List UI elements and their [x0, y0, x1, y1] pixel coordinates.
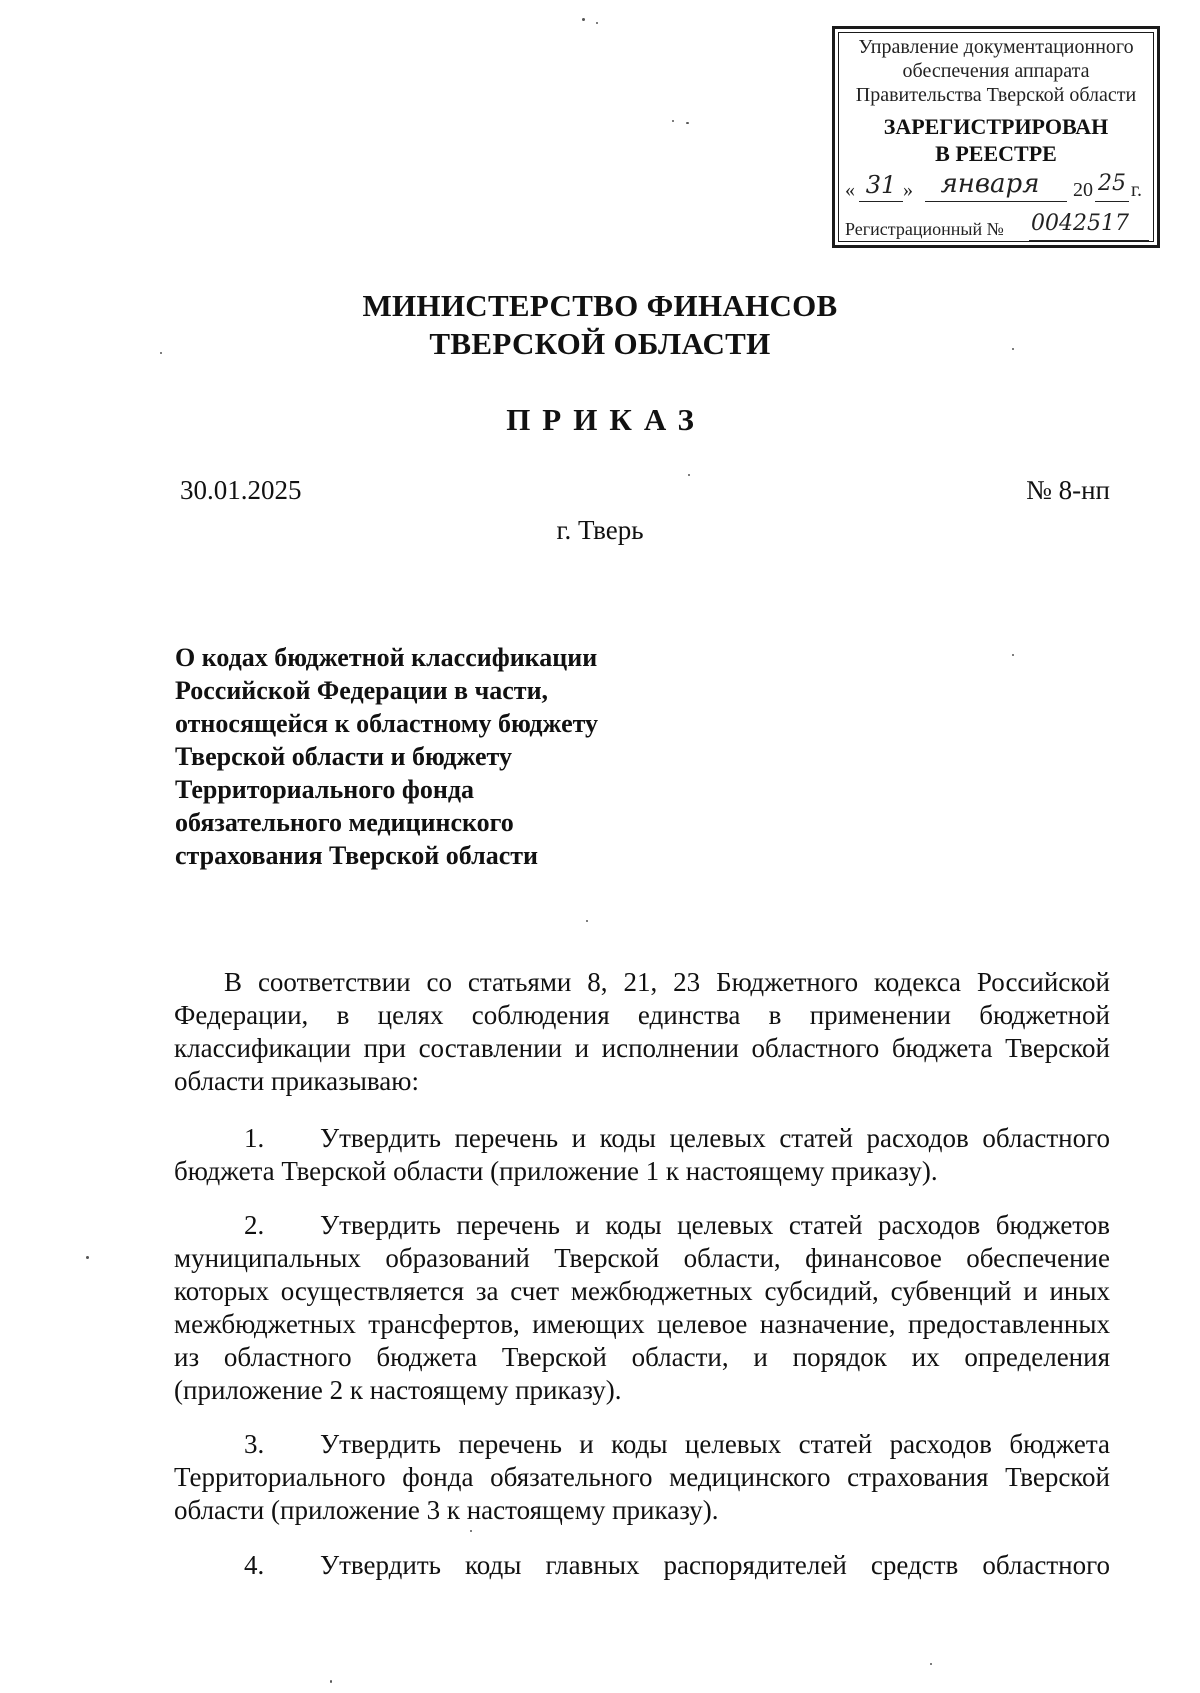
stamp-day-handwritten: 31 [865, 171, 897, 199]
scan-speck [582, 18, 585, 21]
document-number: № 8-нп [1026, 475, 1110, 505]
document-date: 30.01.2025 [180, 475, 302, 505]
order-item-number: 3. [244, 1429, 265, 1459]
scan-speck [596, 22, 598, 24]
scan-speck [688, 474, 690, 476]
stamp-reg-number-handwritten: 0042517 [1031, 211, 1129, 236]
order-item-4 [174, 1549, 1110, 1582]
order-item-text: Утвердить перечень и коды целевых статей расходов бюджета Территориального фонда обязательного медицинского страхования Тверской области (приложение 3 к настоящему приказу). [174, 1429, 1110, 1525]
scan-speck [86, 1256, 89, 1259]
subject-line: Территориального фонда [175, 775, 474, 804]
order-item-3 [174, 1428, 1110, 1527]
scan-speck [1012, 654, 1014, 656]
ministry-line2: ТВЕРСКОЙ ОБЛАСТИ [429, 326, 771, 361]
subject-line: Тверской области и бюджету [175, 742, 512, 771]
order-item-paragraph [174, 1122, 1110, 1188]
order-item-text: Утвердить перечень и коды целевых статей расходов бюджетов муниципальных образований Тверской области, финансовое обеспечение которых осуществляется за счет межбюджетных субсидий, субвенций и иных межбюджетных трансфертов, имеющих целевое назначение, предоставленных из областного бюджета Тверской области, и порядок их определения (приложение 2 к настоящему приказу). [174, 1210, 1110, 1405]
order-item-number: 1. [244, 1123, 265, 1153]
document-type-heading: ПРИКАЗ [506, 402, 706, 437]
stamp-year-unit: г. [1131, 179, 1142, 201]
order-item-text: Утвердить коды главных распорядителей средств областного [320, 1550, 1110, 1580]
registration-stamp [832, 26, 1160, 248]
scan-speck [1012, 348, 1014, 350]
ministry-heading [0, 287, 1200, 363]
subject-line: обязательного медицинского [175, 808, 514, 837]
stamp-reg-number-label: Регистрационный № [845, 219, 1004, 239]
order-item-paragraph [174, 1549, 1110, 1582]
subject-line: относящейся к областному бюджету [175, 709, 599, 738]
body-intro-paragraph [174, 966, 1110, 1098]
stamp-quote-close: » [903, 179, 913, 201]
stamp-quote-open: « [845, 179, 855, 201]
document-subject [175, 641, 695, 872]
stamp-org-line1: Управление документационного [858, 36, 1134, 58]
order-item-1 [174, 1122, 1110, 1188]
order-item-paragraph [174, 1428, 1110, 1527]
scan-speck [330, 1680, 332, 1683]
subject-line: страхования Тверской области [175, 841, 538, 870]
scan-speck [586, 920, 588, 922]
subject-line: О кодах бюджетной классификации [175, 643, 598, 672]
scan-speck [672, 120, 674, 122]
scan-speck [686, 122, 689, 124]
stamp-day-underline [859, 201, 903, 202]
stamp-registration-number [845, 213, 1151, 241]
scan-speck [160, 352, 162, 354]
stamp-date [845, 169, 1151, 203]
ministry-line1: МИНИСТЕРСТВО ФИНАНСОВ [362, 288, 838, 323]
order-item-text: Утвердить перечень и коды целевых статей расходов областного бюджета Тверской области (приложение 1 к настоящему приказу). [174, 1123, 1110, 1186]
scan-speck [930, 1663, 932, 1665]
order-item-number: 2. [244, 1210, 265, 1240]
stamp-org-line2: обеспечения аппарата [902, 60, 1090, 82]
stamp-year-prefix: 20 [1073, 179, 1093, 201]
document-city: г. Тверь [556, 515, 644, 545]
order-item-number: 4. [244, 1550, 265, 1580]
scan-speck [470, 1530, 472, 1532]
stamp-reg-number-underline [1029, 240, 1149, 241]
stamp-month-underline [925, 201, 1067, 202]
stamp-registered-line1: ЗАРЕГИСТРИРОВАН [883, 114, 1109, 139]
intro-text: В соответствии со статьями 8, 21, 23 Бюджетного кодекса Российской Федерации, в целях соблюдения единства в применении бюджетной классификации при составлении и исполнении областного бюджета Тверской области приказываю: [174, 967, 1110, 1096]
order-item-2 [174, 1209, 1110, 1407]
stamp-year-handwritten: 25 [1098, 171, 1126, 196]
stamp-registered-line2: В РЕЕСТРЕ [935, 141, 1057, 166]
subject-line: Российской Федерации в части, [175, 676, 549, 705]
order-item-paragraph [174, 1209, 1110, 1407]
stamp-org-line3: Правительства Тверской области [855, 84, 1137, 106]
stamp-year-underline [1095, 201, 1129, 202]
stamp-month-handwritten: января [940, 169, 1040, 199]
